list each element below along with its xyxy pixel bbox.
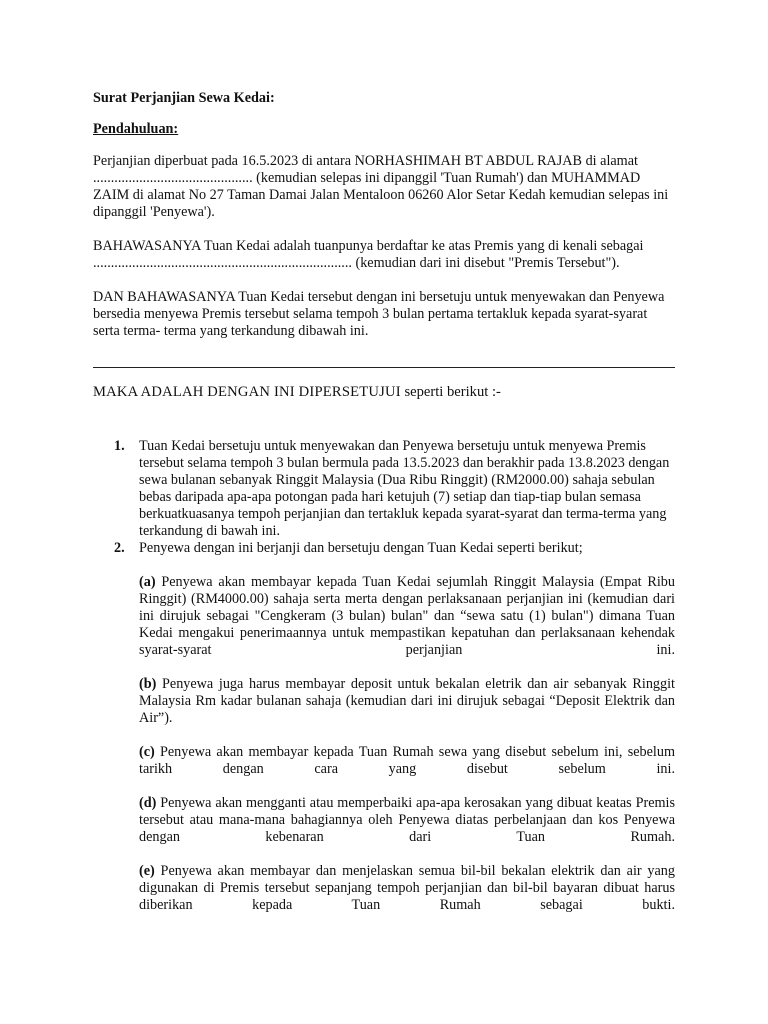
subclause-text: Penyewa akan membayar dan menjelaskan semua bil-bil bekalan elektrik dan air yang digunakan di Premis tersebut sepanjang tempoh perjanjian dan bil-bil bayaran dibuat harus diberikan kepada Tuan Rumah sebagai bukti. xyxy=(139,863,675,913)
document-page xyxy=(93,90,675,914)
subclause-label: (d) xyxy=(139,795,157,811)
clause-text: Penyewa dengan ini berjanji dan bersetuju dengan Tuan Kedai seperti berikut; xyxy=(139,540,583,556)
clause-number: 2. xyxy=(114,540,125,556)
intro-paragraph-2: BAHAWASANYA Tuan Kedai adalah tuanpunya berdaftar ke atas Premis yang di kenali sebagai ......................................................................... (kemudian dari ini disebut "Premis Tersebut"). xyxy=(93,238,644,271)
subclause-e xyxy=(139,863,675,914)
agreement-heading-rest: seperti berikut :- xyxy=(400,384,501,400)
subclause-b xyxy=(139,676,675,727)
subclause-label: (e) xyxy=(139,863,155,879)
clause-item-2 xyxy=(93,540,675,914)
horizontal-divider xyxy=(93,367,675,368)
intro-paragraph-1: Perjanjian diperbuat pada 16.5.2023 di antara NORHASHIMAH BT ABDUL RAJAB di alamat ............................................. (kemudian selepas ini dipanggil 'Tuan Rumah') dan MUHAMMAD ZAIM di alamat No 27 Taman Damai Jalan Mentaloon 06260 Alor Setar Kedah kemudian selepas ini dipanggil 'Penyewa'). xyxy=(93,153,669,220)
subclause-text: Penyewa akan membayar kepada Tuan Kedai sejumlah Ringgit Malaysia (Empat Ribu Ringgit) (RM4000.00) sahaja serta merta dengan perlaksanaan perjanjian ini (kemudian dari ini dirujuk sebagai "Cengkeram (3 bulan) bulan" dan “sewa satu (1) bulan") dimana Tuan Kedai mengakui penerimaannya untuk mempastikan kepatuhan dan perlaksanaan kehendak syarat-syarat perjanjian ini. xyxy=(139,574,675,658)
clause-number: 1. xyxy=(114,438,125,454)
subclause-a xyxy=(139,574,675,659)
agreement-heading xyxy=(93,384,675,401)
subclause-text: Penyewa akan membayar kepada Tuan Rumah sewa yang disebut sebelum ini, sebelum tarikh dengan cara yang disebut sebelum ini. xyxy=(139,744,675,777)
document-title: Surat Perjanjian Sewa Kedai: xyxy=(93,90,275,106)
subclause-label: (c) xyxy=(139,744,155,760)
agreement-heading-caps: MAKA ADALAH DENGAN INI DIPERSETUJUI xyxy=(93,384,401,400)
subclause-label: (a) xyxy=(139,574,156,590)
subclause-text: Penyewa juga harus membayar deposit untuk bekalan eletrik dan air sebanyak Ringgit Malaysia Rm kadar bulanan sahaja (kemudian dari ini dirujuk sebagai “Deposit Elektrik dan Air”). xyxy=(139,676,675,726)
clause-item-1 xyxy=(93,438,675,540)
clause-list xyxy=(93,438,675,914)
clause-text: Tuan Kedai bersetuju untuk menyewakan dan Penyewa bersetuju untuk menyewa Premis tersebut selama tempoh 3 bulan bermula pada 13.5.2023 dan berakhir pada 13.8.2023 dengan sewa bulanan sebanyak Ringgit Malaysia (Dua Ribu Ringgit) (RM2000.00) sahaja sebulan bebas daripada apa-apa potongan pada hari ketujuh (7) setiap dan tiap-tiap bulan semasa berkuatkuasanya tempoh perjanjian dan tertakluk kepada syarat-syarat dan terma-terma yang terkandung di bawah ini. xyxy=(139,438,670,539)
section-title-pendahuluan: Pendahuluan: xyxy=(93,121,179,137)
intro-paragraph-3: DAN BAHAWASANYA Tuan Kedai tersebut dengan ini bersetuju untuk menyewakan dan Penyewa bersedia menyewa Premis tersebut selama tempoh 3 bulan pertama tertakluk kepada syarat-syarat serta terma- terma yang terkandung dibawah ini. xyxy=(93,289,665,339)
subclause-c xyxy=(139,744,675,778)
subclause-d xyxy=(139,795,675,846)
subclause-text: Penyewa akan mengganti atau memperbaiki apa-apa kerosakan yang dibuat keatas Premis tersebut atau mana-mana bahagiannya oleh Penyewa diatas perbelanjaan dan kos Penyewa dengan kebenaran dari Tuan Rumah. xyxy=(139,795,675,845)
subclause-label: (b) xyxy=(139,676,157,692)
